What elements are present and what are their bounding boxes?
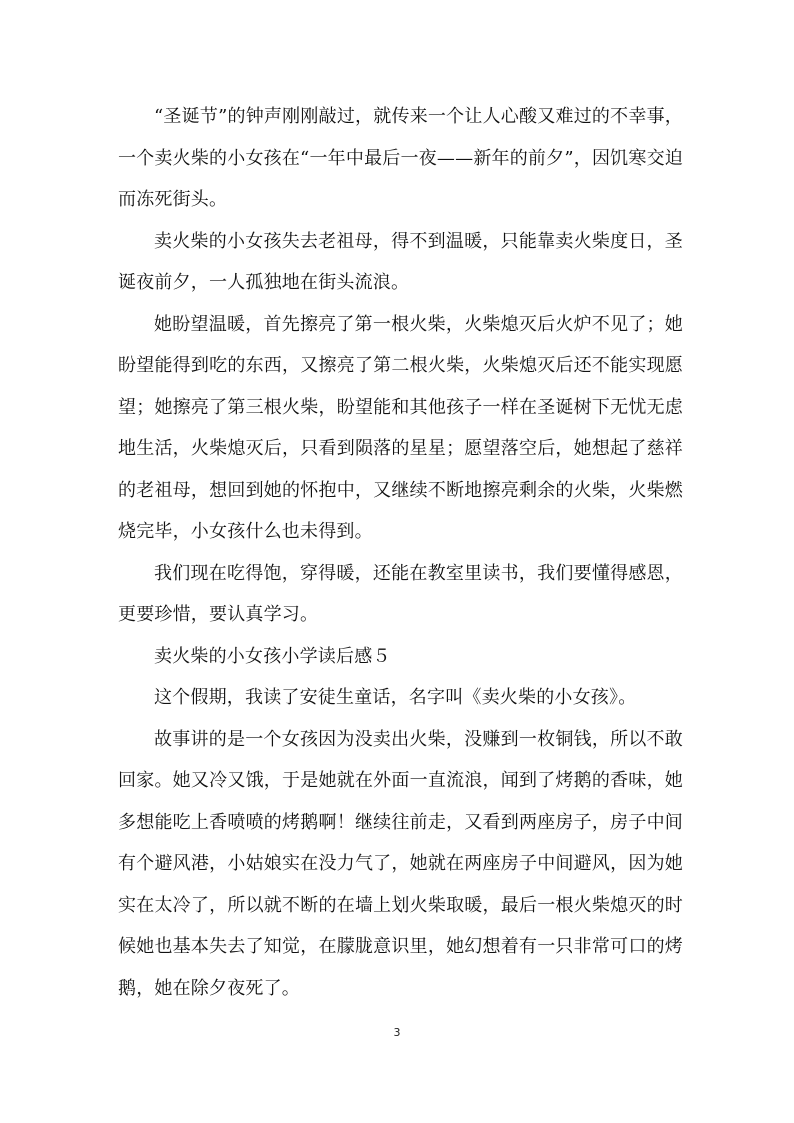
paragraph-story-summary: 故事讲的是一个女孩因为没卖出火柴，没赚到一枚铜钱，所以不敢回家。她又冷又饿，于是她就在外面一直流浪，闻到了烤鹅的香味，她多想能吃上香喷喷的烤鹅啊！继续往前走，又看到两座房子，房子中间有个避风港，小姑娘实在没力气了，她就在两座房子中间避风，因为她实在太冷了，所以就不断的在墙上划火柴取暖，最后一根火柴熄灭的时候她也基本失去了知觉，在朦胧意识里，她幻想着有一只非常可口的烤鹅，她在除夕夜死了。: [118, 728, 683, 999]
paragraph-holiday-reading: 这个假期，我读了安徒生童话，名字叫《卖火柴的小女孩》。: [154, 687, 637, 708]
page-number: 3: [393, 1026, 401, 1039]
paragraph-christmas-bell: “圣诞节”的钟声刚刚敲过，就传来一个让人心酸又难过的不幸事，一个卖火柴的小女孩在“一年中最后一夜——新年的前夕”，因饥寒交迫而冻死街头。: [118, 106, 683, 210]
paragraph-striking-matches: 她盼望温暖，首先擦亮了第一根火柴，火柴熄灭后火炉不见了；她盼望能得到吃的东西，又擦亮了第二根火柴，火柴熄灭后还不能实现愿望；她擦亮了第三根火柴，盼望能和其他孩子一样在圣诞树下无忧无虑地生活，火柴熄灭后，只看到陨落的星星；愿望落空后，她想起了慈祥的老祖母，想回到她的怀抱中，又继续不断地擦亮剩余的火柴，火柴燃烧完毕，小女孩什么也未得到。: [118, 313, 683, 542]
paragraph-lost-grandmother: 卖火柴的小女孩失去老祖母，得不到温暖，只能靠卖火柴度日，圣诞夜前夕，一人孤独地在街头流浪。: [118, 230, 683, 293]
document-body: [118, 96, 683, 1009]
section-heading: 卖火柴的小女孩小学读后感５: [154, 645, 391, 667]
paragraph-gratitude: 我们现在吃得饱，穿得暖，还能在教室里读书，我们要懂得感恩，更要珍惜，要认真学习。: [118, 562, 683, 625]
